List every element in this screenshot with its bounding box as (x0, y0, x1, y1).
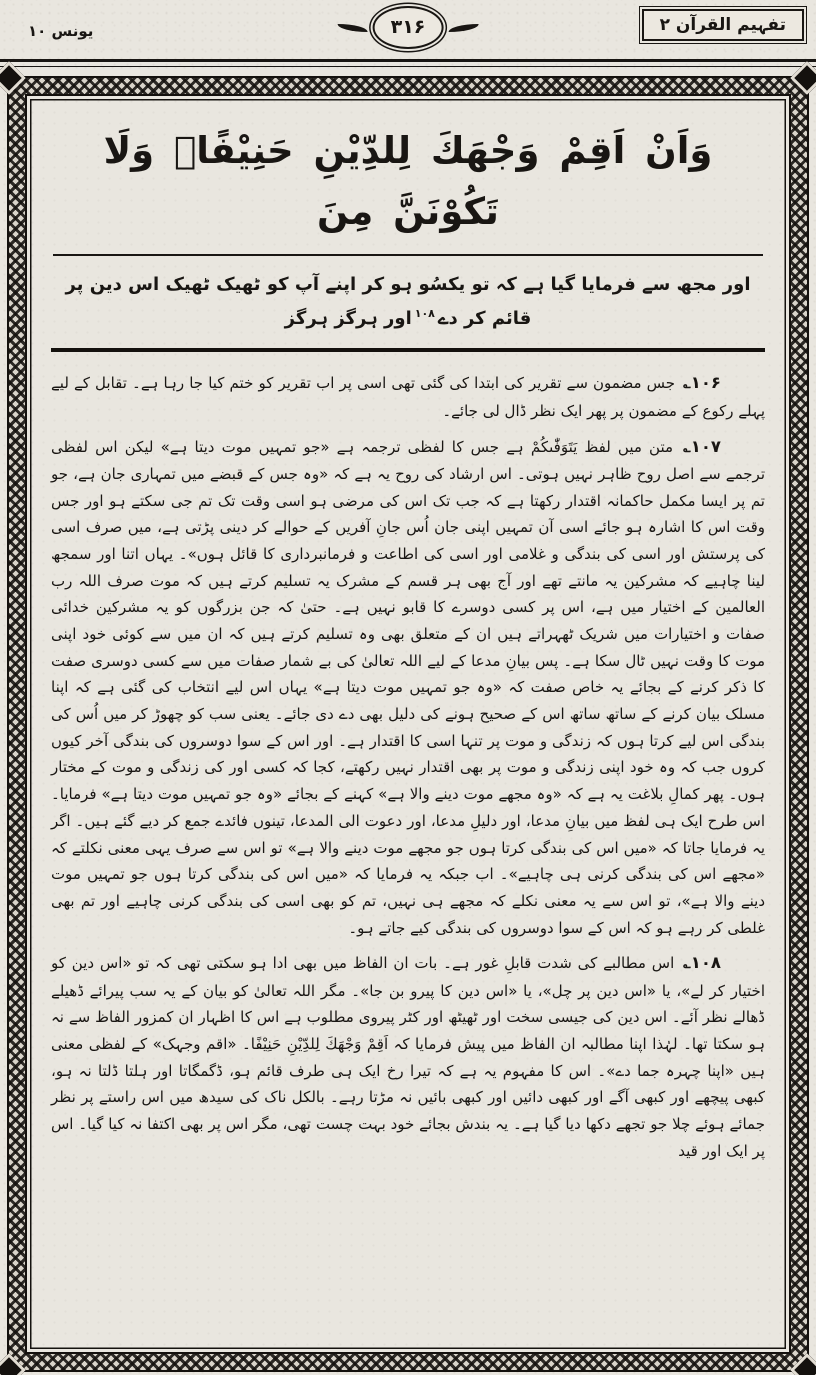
urdu-translation (51, 266, 765, 346)
footnote-number: ۱۰۸ (690, 953, 721, 973)
page-header (0, 0, 816, 58)
footnote-ref: ۱۰۸ (414, 307, 435, 321)
page-content (25, 94, 791, 1354)
footnote-text: جس مضمون سے تقریر کی ابتدا کی گئی تھی اسی پر اب تقریر کو ختم کیا جا رہا ہے۔ تقابل کے لیے پہلے رکوع کے مضمون پر پھر ایک نظر ڈال لی جائے۔ (51, 374, 765, 420)
quran-verse-arabic: وَاَنْ اَقِمْ وَجْهَكَ لِلدِّيْنِ حَنِيْفًاۚ وَلَا تَكُوْنَنَّ مِنَ (103, 129, 713, 234)
corner-ornament-icon (790, 1353, 816, 1375)
translation-text-start: اور مجھ سے فرمایا گیا ہے کہ تو یکسُو ہو کر اپنے آپ کو ٹھیک ٹھیک اس دین پر قائم کر دے (65, 274, 751, 330)
book-title: تفہیم القرآن ۲ (659, 15, 786, 35)
note-marker-icon: ؎ (683, 957, 691, 973)
footnote-number: ۱۰۷ (690, 436, 721, 456)
footnote-number: ۱۰۶ (690, 373, 721, 393)
translation-text-end: اور ہرگز ہرگز (284, 308, 412, 330)
corner-ornament-icon (0, 1353, 26, 1375)
medallion-flourish-left-icon (338, 24, 368, 32)
footnote-108 (51, 948, 765, 1164)
book-title-cartouche (642, 9, 804, 41)
commentary-section (51, 368, 765, 1164)
note-marker-icon: ؎ (683, 377, 691, 393)
footnote-text: اس مطالبے کی شدت قابلِ غور ہے۔ بات ان الفاظ میں بھی ادا ہو سکتی تھی کہ تو «اس دین کو اختیار کر لے»، یا «اس دین پر چل»، یا «اس دین کا پیرو بن جا»۔ مگر اللہ تعالیٰ کو بیان کے یہ سب پیرائے ڈھیلے ڈھالے نظر آئے۔ اس دین کی جیسی سخت اور ٹھیٹھ اور کٹر پیروی مطلوب ہے اس کا اظہار ان کمزور الفاظ سے نہ ہو سکتا تھا۔ لہٰذا اپنا مطالبہ ان الفاظ میں پیش فرمایا کہ اَقِمْ وَجْهَكَ لِلدِّيْنِ حَنِيْفًا۔ «اقم وجہک» کے لفظی معنی ہیں «اپنا چہرہ جما دے»۔ اس کا مفہوم یہ ہے کہ تیرا رخ ایک ہی طرف قائم ہو، ڈگمگاتا اور ہلتا ڈلتا نہ ہو، کبھی پیچھے اور کبھی آگے اور کبھی دائیں اور کبھی بائیں نہ مڑتا رہے۔ بالکل ناک کی سیدھ میں اس راستے پر نظر جمائے ہوئے چلا جو تجھے دکھا دیا گیا ہے۔ یہ بندش بجائے خود بہت چست تھی، مگر اس پر بھی اکتفا نہ کیا گیا۔ اس پر ایک اور قید (51, 954, 765, 1160)
page-number: ۳۱۶ (373, 6, 444, 49)
footnote-107 (51, 432, 765, 942)
footnote-text: متن میں لفظ يَتَوَفّٰىكُمْ ہے جس کا لفظی ترجمہ ہے «جو تمہیں موت دیتا ہے» لیکن اس لفظی ترجمے سے اصل روح ظاہر نہیں ہوتی۔ اس ارشاد کی روح یہ ہے کہ «وہ جس کے قبضے میں تمہاری جان ہے، جو تم پر ایسا مکمل حاکمانہ اقتدار رکھتا ہے کہ جب تک اس کی مرضی ہو اسی وقت تک تم جی سکتے ہو اور جس وقت اس کا اشارہ ہو جائے اسی آن تمہیں اپنی جان اُس جانِ آفریں کے حوالے کر دینی پڑتی ہے، میں صرف اسی کی پرستش اور اسی کی بندگی و غلامی اور اسی کی اطاعت و فرمانبرداری کا قائل ہوں»۔ یہاں اتنا اور سمجھ لینا چاہیے کہ مشرکین یہ مانتے تھے اور آج بھی ہر قسم کے مشرک یہ تسلیم کرتے ہیں کہ موت صرف اللہ رب العالمین کے اختیار میں ہے، اس پر کسی دوسرے کا قابو نہیں ہے۔ حتیٰ کہ جن بزرگوں کو یہ مشرکین خدائی صفات و اختیارات میں شریک ٹھہراتے ہیں ان کے متعلق بھی وہ تسلیم کرتے ہیں کہ ان میں سے کوئی خود اپنی موت کا وقت نہیں ٹال سکا ہے۔ پس بیانِ مدعا کے لیے اللہ تعالیٰ کی بے شمار صفات میں سے کسی دوسری صفت کا ذکر کرنے کے بجائے یہ خاص صفت کہ «وہ جو تمہیں موت دیتا ہے» یہاں اس لیے انتخاب کی گئی ہے کہ اپنا مسلک بیان کرنے کے ساتھ ساتھ اس کے صحیح ہونے کی دلیل بھی دے دی جائے۔ یعنی سب کو چھوڑ کر میں اُس کی بندگی اس لیے کرتا ہوں کہ زندگی و موت پر تنہا اسی کا اقتدار ہے۔ اور اس کے سوا دوسروں کی بندگی آخر کیوں کروں جب کہ وہ خود اپنی زندگی و موت پر بھی اقتدار نہیں رکھتے، کجا کہ کسی اور کی زندگی و موت کے مختار ہوں۔ پھر کمالِ بلاغت یہ ہے کہ «وہ مجھے موت دینے والا ہے» کہنے کے بجائے «وہ جو تمہیں موت دیتا ہے» فرمایا۔ اس طرح ایک ہی لفظ میں بیانِ مدعا، اور دلیلِ مدعا، اور دعوت الی المدعا، تینوں فائدے جمع کر دیے گئے ہیں۔ اگر یہ فرمایا جاتا کہ «میں اس کی بندگی کرتا ہوں جو مجھے موت دینے والا ہے» تو اس سے صرف یہی معنی نکلتے کہ «مجھے اس کی بندگی کرنی ہی چاہیے»۔ اب جبکہ یہ فرمایا کہ «میں اس کی بندگی کرتا ہوں جو تمہیں موت دینے والا ہے»، تو اس سے یہ معنی نکلے کہ مجھے ہی نہیں، تم کو بھی اسی کی بندگی کرنی چاہیے اور تم بھی غلطی کر رہے ہو کہ اس کے سوا دوسروں کی بندگی کیے جاتے ہو۔ (51, 437, 765, 937)
page-number-medallion (338, 6, 479, 49)
verse-divider (53, 254, 763, 256)
header-divider (0, 59, 816, 67)
note-marker-icon: ؎ (683, 440, 691, 456)
ornamental-frame (7, 76, 809, 1372)
medallion-flourish-right-icon (448, 24, 478, 32)
section-divider (51, 348, 765, 352)
surah-title: یونس ۱۰ (28, 22, 94, 40)
footnote-106 (51, 368, 765, 424)
